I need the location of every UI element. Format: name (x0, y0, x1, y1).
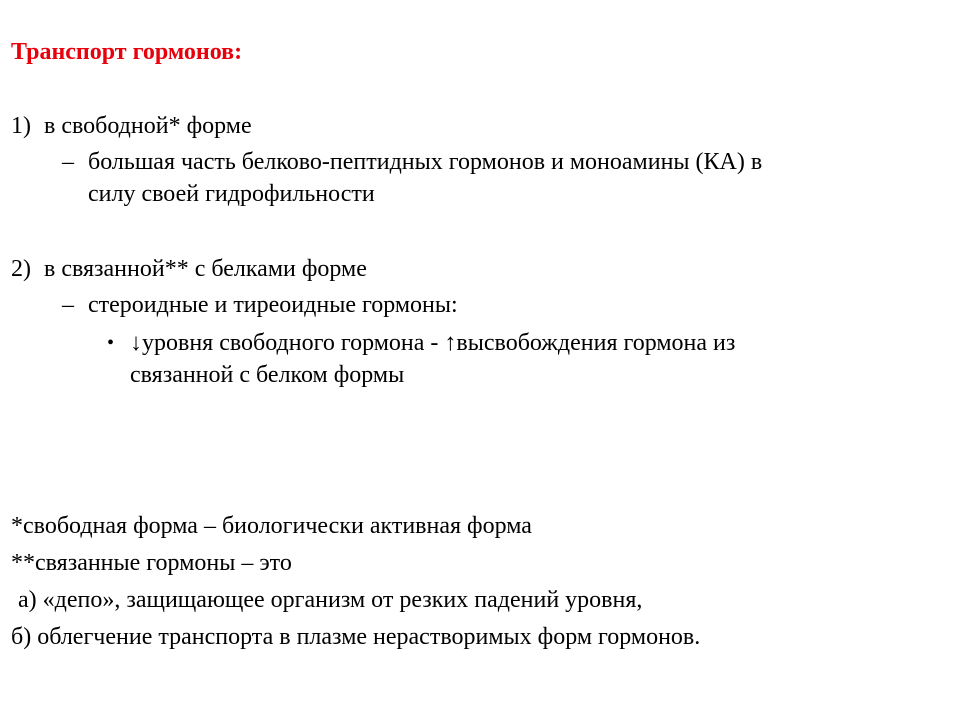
bullet-line-1: ↓уровня свободного гормона - ↑высвобождения гормона из (130, 330, 736, 356)
sub-item-1-line-2: силу своей гидрофильности (88, 181, 375, 207)
bullet-line-2: связанной с белком формы (130, 362, 405, 388)
footnote-line-2: **связанные гормоны – это (11, 550, 292, 576)
list-number-2: 2) (11, 256, 31, 282)
bullet-marker: • (107, 332, 115, 354)
slide-title: Транспорт гормонов: (11, 39, 243, 65)
list-item-2-text: в связанной** с белками форме (44, 256, 367, 282)
dash-marker-1: – (62, 149, 74, 175)
sub-item-2-text: стероидные и тиреоидные гормоны: (88, 292, 458, 318)
footnote-line-1: *свободная форма – биологически активная форма (11, 513, 532, 539)
sub-item-1-line-1: большая часть белково-пептидных гормонов и моноамины (КА) в (88, 149, 763, 175)
list-item-1-text: в свободной* форме (44, 113, 252, 139)
list-number-1: 1) (11, 113, 31, 139)
footnote-line-4: б) облегчение транспорта в плазме нерастворимых форм гормонов. (11, 624, 701, 650)
dash-marker-2: – (62, 292, 74, 318)
footnote-line-3: а) «депо», защищающее организм от резких падений уровня, (18, 587, 643, 613)
